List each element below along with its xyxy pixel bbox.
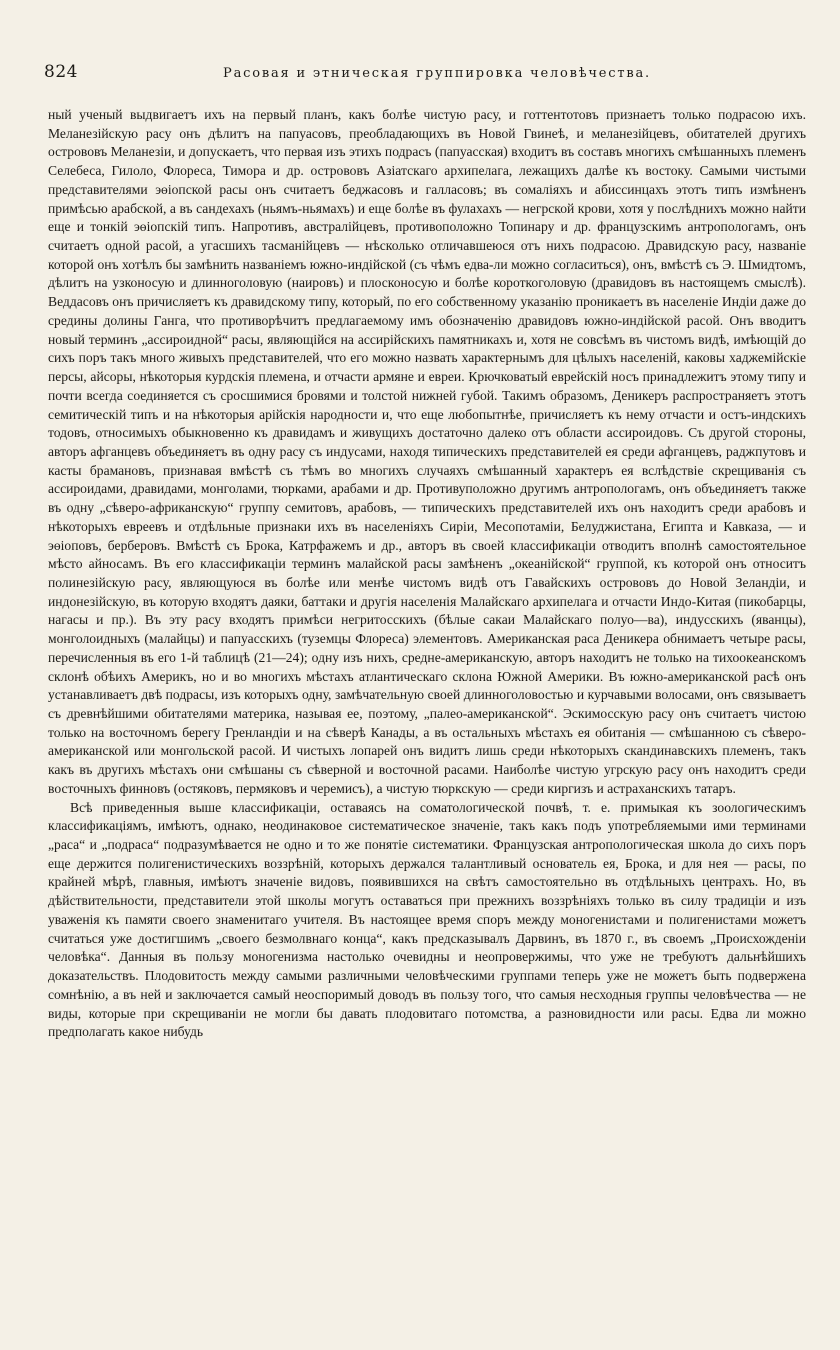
page-header: [44, 62, 800, 84]
paragraph-monogenism: Всѣ приведенныя выше классификаціи, оставаясь на соматологической почвѣ, т. е. примыкая къ зоологическимъ классификаціямъ, имѣютъ, однако, неодинаковое систематическое значеніе, такъ какъ подъ употребляемыми ими терминами „раса“ и „подраса“ подразумѣвается не одно и то же понятіе систематики. Французская антропологическая школа до сихъ поръ еще держится полигенистическихъ воззрѣній, которыхъ держался талантливый основатель ея, Брока, и для нея — расы, по крайней мѣрѣ, главныя, имѣютъ значеніе видовъ, появившихся на свѣтъ самостоятельно въ отдѣльныхъ центрахъ. Но, въ дѣйствительности, представители этой школы могутъ оставаться при прежнихъ воззрѣніяхъ только въ силу традиціи и изъ уваженія къ памяти своего знаменитаго учителя. Въ настоящее время споръ между моногенистами и полигенистами можетъ считаться уже достигшимъ „своего безмолвнаго конца“, какъ предсказывалъ Дарвинъ, въ 1870 г., въ своемъ „Происхожденіи человѣка“. Данныя въ пользу моногенизма настолько очевидны и неопровержимы, что уже не требуютъ дальнѣйшихъ доказательствъ. Плодовитость между самыми различными человѣческими группами теперь уже не можетъ быть подвержена сомнѣнію, а въ ней и заключается самый неоспоримый доводъ въ пользу того, что самыя несходныя группы человѣчества — не виды, которые при скрещиваніи не могли бы давать плодовитаго потомства, а разновидности или расы. Едва ли можно предполагать какое нибудь: [48, 799, 806, 1040]
page-body: [48, 106, 806, 1042]
running-title: Расовая и этническая группировка человѣчества.: [223, 66, 651, 81]
page-number: 824: [44, 62, 78, 82]
paragraph-racial-classifications: ный ученый выдвигаетъ ихъ на первый планъ, какъ болѣе чистую расу, и готтентотовъ признаетъ только подрасою ихъ. Меланезійскую расу онъ дѣлитъ на папуасовъ, преобладающихъ въ Новой Гвинеѣ, и меланезійцевъ, обитателей другихъ острововъ Меланезіи, и допускаетъ, что первая изъ этихъ подрасъ (папуасская) входитъ въ составъ многихъ смѣшанныхъ племенъ Селебеса, Гилоло, Флореса, Тимора и др. острововъ Азіатскаго архипелага, лежащихъ далѣе къ востоку. Самыми чистыми представителями эѳіопской расы онъ считаетъ беджасовъ и галласовъ; въ сомаліяхъ и абиссинцахъ этотъ типъ измѣненъ примѣсью арабской, а въ сандехахъ (ньямъ-ньямахъ) и еще болѣе въ фулахахъ — негрской крови, хотя у послѣднихъ можно найти еще и тонкій эѳіопскій типъ. Напротивъ, австралійцевъ, противоположно Топинару и др. французскимъ антропологамъ, онъ считаетъ одной расой, а угасшихъ тасманійцевъ — нѣсколько отличавшеюся отъ нихъ подрасою. Дравидскую расу, названіе которой онъ хотѣлъ бы замѣнить названіемъ южно-индійской (съ чѣмъ едва-ли можно согласиться), онъ, вмѣстѣ съ Э. Шмидтомъ, дѣлитъ на узконосую и длинноголовую (наировъ) и плосконосую и болѣе короткоголовую (дравидовъ въ настоящемъ смыслѣ). Веддасовъ онъ причисляетъ къ дравидскому типу, который, по его собственному указанію проникаетъ въ населеніе Индіи даже до средины долины Ганга, что противорѣчитъ предлагаемому имъ обозначенію дравидовъ южно-индійской расой. Онъ вводитъ новый терминъ „ассироидной“ расы, являющійся на ассирійскихъ памятникахъ и, хотя не совсѣмъ въ чистомъ видѣ, имѣющій до сихъ поръ такъ много живыхъ представителей, что его можно назвать характернымъ для цѣлыхъ населеній, каковы хаджемійскіе персы, айсоры, нѣкоторыя курдскія племена, и отчасти армяне и евреи. Крючковатый еврейскій носъ принадлежитъ этому типу и почти всегда соединяется съ сросшимися бровями и толстой нижней губой. Такимъ образомъ, Деникеръ распространяетъ этотъ семитическій типъ и на нѣкоторыя арійскія народности и, что еще любопытнѣе, причисляетъ къ нему отчасти и остъ-индскихъ тодовъ, относимыхъ обыкновенно къ дравидамъ и живущихъ достаточно далеко отъ области ассироидовъ. Съ другой стороны, авторъ афганцевъ объединяетъ въ одну расу съ индусами, находя типическихъ представителей ея среди афганцевъ, раджпутовъ и касты брамановъ, признавая вмѣстѣ съ тѣмъ во многихъ случаяхъ смѣшанный характеръ ея вслѣдствіе скрещиванія съ ассироидами, дравидами, монголами, тюрками, арабами и др. Противуположно другимъ антропологамъ, онъ объединяетъ также въ одну „сѣверо-африканскую“ группу семитовъ, арабовъ, — типическихъ представителей ихъ онъ находитъ среди арабовъ и нѣкоторыхъ евреевъ и отдѣльные признаки ихъ въ населеніяхъ Сиріи, Месопотаміи, Белуджистана, Египта и Кавказа, — и эѳіоповъ, берберовъ. Вмѣстѣ съ Брока, Катрфажемъ и др., авторъ въ своей классификаціи отводитъ вполнѣ самостоятельное мѣсто айносамъ. Въ его классификаціи терминъ малайской расы замѣненъ „океанійской“ группой, къ которой онъ относитъ полинезійскую расу, являющуюся въ болѣе или менѣе чистомъ видѣ отъ Гавайскихъ острововъ до Новой Зеландіи, и индонезійскую, въ которую входятъ даяки, баттаки и другія населенія Малайскаго архипелага и отчасти Индо-Китая (пикобарцы, нагасы и пр.). Въ эту расу входятъ примѣси негритосскихъ (бѣлые сакаи Малайскаго полуо—ва), индусскихъ (яванцы), монголоидныхъ (малайцы) и папуасскихъ (туземцы Флореса) элементовъ. Американская раса Деникера обнимаетъ четыре расы, перечисленныя въ его 1-й таблицѣ (21—24); одну изъ нихъ, средне-американскую, авторъ находитъ не только на тихоокеанскомъ склонѣ обѣихъ Америкъ, но и во многихъ мѣстахъ атлантическаго склона Южной Америки. Въ южно-американской расѣ онъ устанавливаетъ двѣ подрасы, изъ которыхъ одну, замѣчательную своей длинноголовостью и курчавыми волосами, онъ связываетъ съ древнѣйшими обитателями материка, называя ее, поэтому, „палео-американской“. Эскимосскую расу онъ считаетъ чистою только на восточномъ берегу Гренландіи и на сѣверѣ Канады, а въ остальныхъ мѣстахъ ея обитанія — смѣшанною съ сѣверо-американской или монгольской расой. И чистыхъ лопарей онъ видитъ лишь среди нѣкоторыхъ скандинавскихъ племенъ, такъ какъ въ другихъ мѣстахъ они смѣшаны съ сѣверной и восточной расами. Наиболѣе чистую угрскую расу онъ находитъ среди восточныхъ финновъ (остяковъ, пермяковъ и черемисъ), а чистую тюркскую — среди киргизъ и астраханскихъ татаръ.: [48, 107, 806, 796]
